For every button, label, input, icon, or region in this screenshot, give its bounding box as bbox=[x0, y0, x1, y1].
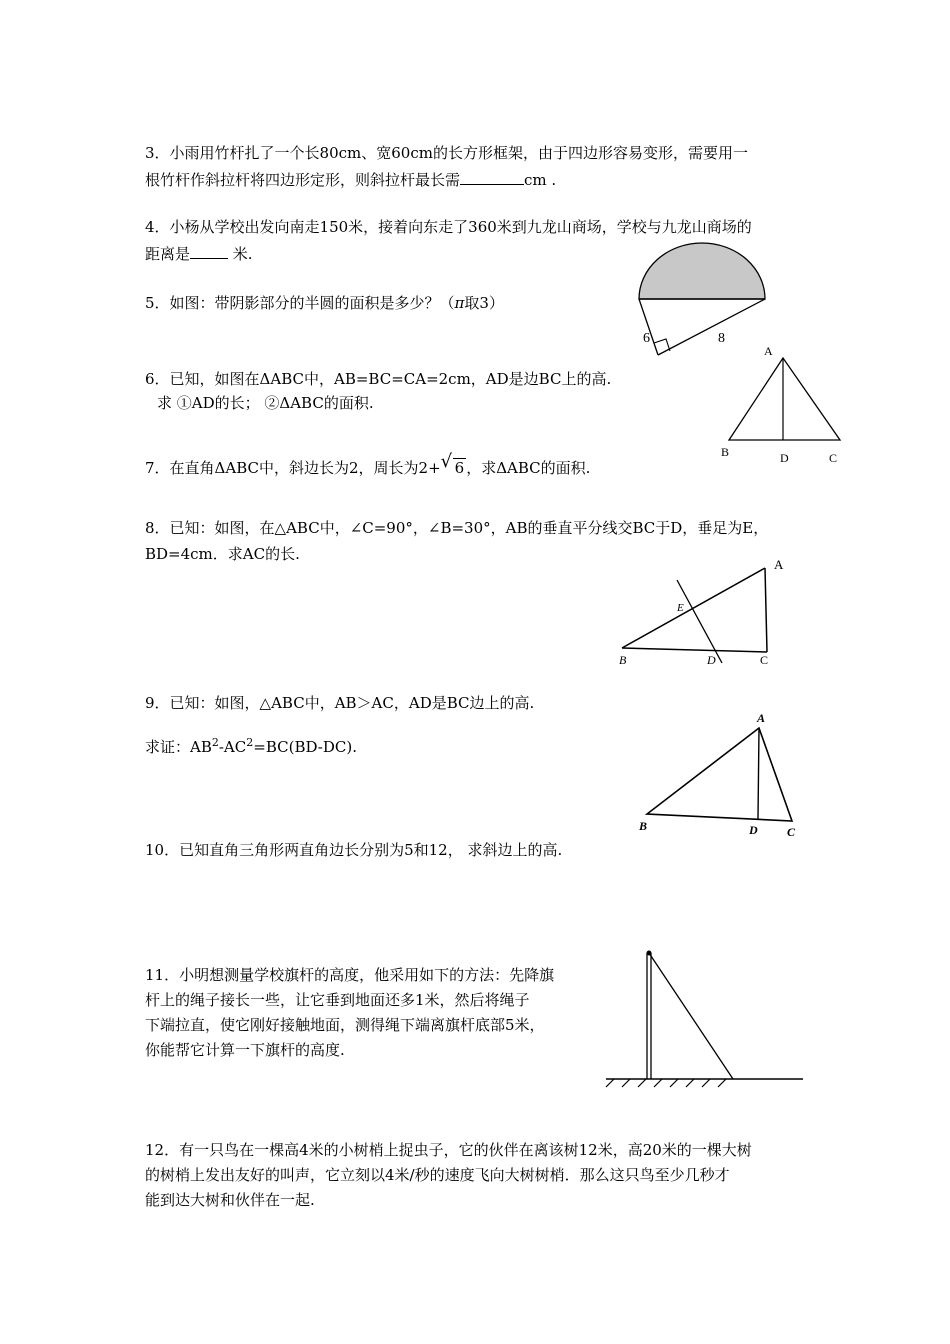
problem-11-line-4: 你能帮它计算一下旗杆的高度. bbox=[145, 1041, 345, 1059]
equilateral-triangle-figure bbox=[715, 338, 850, 468]
problem-12-line-1: 12．有一只鸟在一棵高4米的小树梢上捉虫子，它的伙伴在离该树12米，高20米的一棵大树 bbox=[145, 1141, 752, 1159]
problem-8-line-2: BD=4cm．求AC的长. bbox=[145, 545, 300, 563]
vertex-label-b: B bbox=[639, 819, 648, 833]
leg-label-8: 8 bbox=[718, 331, 725, 346]
problem-3-line-2 bbox=[145, 170, 556, 190]
problem-3-unit: cm . bbox=[524, 171, 557, 189]
problem-9-line-1: 9．已知：如图，△ABC中，AB＞AC，AD是BC边上的高. bbox=[145, 694, 535, 712]
problem-3-text: 根竹杆作斜拉杆将四边形定形，则斜拉杆最长需 bbox=[145, 171, 461, 189]
problem-11-line-2: 杆上的绳子接长一些，让它垂到地面还多1米，然后将绳子 bbox=[145, 991, 530, 1009]
triangle-abc bbox=[647, 728, 792, 821]
shaded-semicircle bbox=[639, 243, 765, 299]
vertex-label-a: A bbox=[774, 557, 784, 572]
answer-blank bbox=[460, 170, 524, 185]
vertex-label-d: D bbox=[749, 823, 758, 837]
problem-5-line-1 bbox=[145, 293, 504, 313]
problem-6-line-1: 6．已知，如图在ΔABC中，AB=BC=CA=2cm，AD是边BC上的高. bbox=[145, 370, 612, 388]
proof-text-b: -AC bbox=[218, 738, 247, 756]
problem-9-line-2 bbox=[145, 733, 357, 757]
triangle-abc bbox=[729, 358, 840, 440]
problem-12-line-3: 能到达大树和伙伴在一起. bbox=[145, 1191, 315, 1209]
altitude-triangle-figure bbox=[633, 708, 808, 843]
vertex-label-b: B bbox=[721, 445, 730, 459]
vertex-label-a: A bbox=[757, 711, 766, 725]
segment-ca bbox=[765, 568, 767, 652]
problem-7-text-end: ，求ΔABC的面积. bbox=[466, 459, 591, 477]
leg-6 bbox=[639, 299, 658, 355]
leg-label-6: 6 bbox=[643, 331, 650, 346]
problem-7-text: 7．在直角ΔABC中，斜边长为2，周长为2+ bbox=[145, 459, 441, 477]
problem-4-unit: 米. bbox=[228, 245, 253, 263]
problem-10-line-1: 10．已知直角三角形两直角边长分别为5和12， 求斜边上的高. bbox=[145, 841, 563, 859]
segment-bc bbox=[622, 648, 767, 652]
problem-12-line-2: 的树梢上发出友好的叫声，它立刻以4米/秒的速度飞向大树树梢．那么这只鸟至少几秒才 bbox=[145, 1166, 730, 1184]
ground-hatching bbox=[606, 1079, 726, 1087]
flagpole-figure bbox=[600, 945, 810, 1085]
vertex-label-c: C bbox=[787, 825, 796, 839]
vertex-label-c: C bbox=[760, 653, 769, 667]
problem-11-line-3: 下端拉直，使它刚好接触地面，测得绳下端离旗杆底部5米， bbox=[145, 1016, 545, 1034]
segment-ab bbox=[622, 568, 765, 648]
sqrt-6: √ 6 bbox=[440, 451, 465, 477]
problem-5-text: 5．如图：带阴影部分的半圆的面积是多少？（ bbox=[145, 294, 455, 312]
problem-6-line-2: 求 ①AD的长； ②ΔABC的面积. bbox=[157, 394, 374, 412]
problem-4-line-1: 4．小杨从学校出发向南走150米，接着向东走了360米到九龙山商场，学校与九龙山商场的 bbox=[145, 218, 752, 236]
answer-blank bbox=[190, 244, 228, 259]
vertex-label-e: E bbox=[677, 602, 684, 614]
problem-7-line-1 bbox=[145, 451, 591, 478]
rope bbox=[649, 953, 733, 1079]
proof-text-a: 求证：AB bbox=[145, 738, 212, 756]
vertex-label-b: B bbox=[619, 653, 627, 667]
perpendicular-bisector-figure bbox=[615, 553, 795, 673]
problem-4-line-2 bbox=[145, 244, 253, 264]
vertex-label-d: D bbox=[780, 451, 789, 465]
problem-3-line-1: 3．小雨用竹杆扎了一个长80cm、宽60cm的长方形框架，由于四边形容易变形，需要用一 bbox=[145, 144, 748, 162]
vertex-label-a: A bbox=[764, 344, 773, 358]
vertex-label-c: C bbox=[829, 451, 838, 465]
proof-text-c: =BC(BD-DC). bbox=[253, 738, 357, 756]
problem-8-line-1: 8．已知：如图，在△ABC中，∠C=90°，∠B=30°，AB的垂直平分线交BC于D，垂足为E， bbox=[145, 519, 769, 537]
vertex-label-d: D bbox=[707, 653, 716, 667]
problem-5-text-end: 取3） bbox=[464, 294, 504, 312]
problem-4-text: 距离是 bbox=[145, 245, 191, 263]
problem-11-line-1: 11．小明想测量学校旗杆的高度，他采用如下的方法：先降旗 bbox=[145, 966, 555, 984]
exponent-2: 2 bbox=[246, 736, 254, 749]
altitude-ad bbox=[758, 728, 759, 819]
pi-symbol: π bbox=[454, 294, 465, 312]
exponent-1: 2 bbox=[211, 736, 219, 749]
